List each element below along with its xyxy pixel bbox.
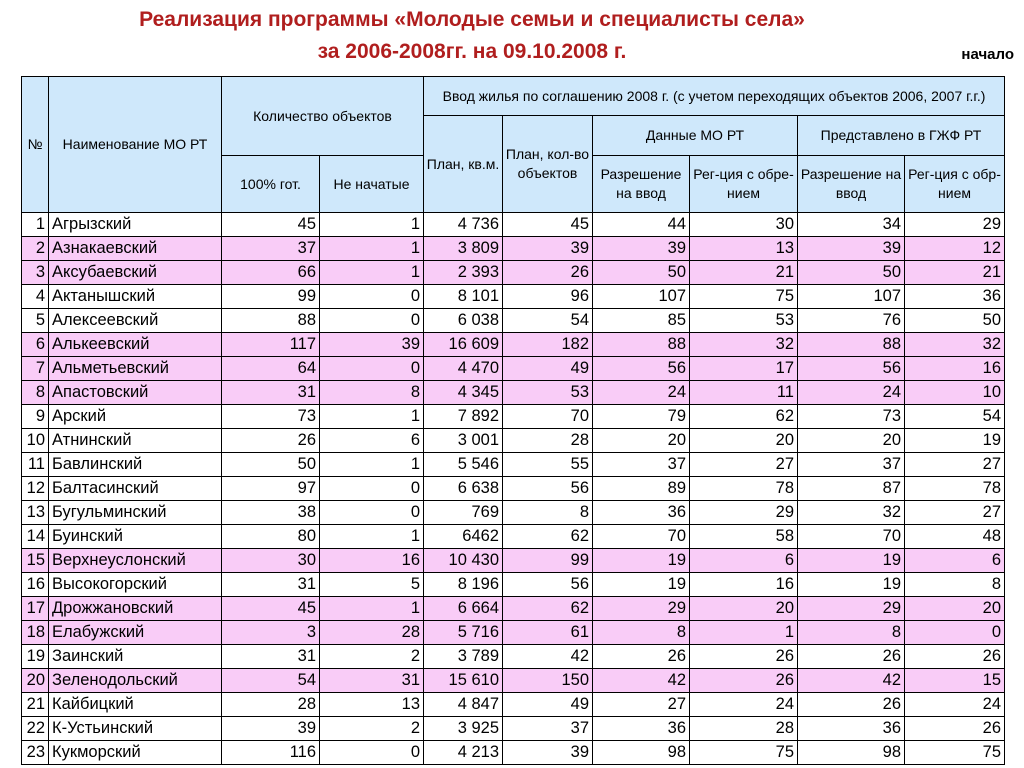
ready-count-cell: 39 — [222, 717, 320, 741]
plan-count-cell: 39 — [503, 237, 593, 261]
table-row — [22, 237, 1005, 261]
mo-registration-cell: 75 — [690, 741, 798, 765]
mo-permit-cell: 19 — [593, 573, 690, 597]
plan-count-cell: 37 — [503, 717, 593, 741]
not-started-count-cell: 0 — [320, 741, 424, 765]
plan-count-cell: 26 — [503, 261, 593, 285]
row-number-cell: 10 — [22, 429, 49, 453]
row-number-cell: 8 — [22, 381, 49, 405]
not-started-count-cell: 28 — [320, 621, 424, 645]
ready-count-cell: 31 — [222, 381, 320, 405]
plan-area-cell: 16 609 — [424, 333, 503, 357]
mo-registration-cell: 78 — [690, 477, 798, 501]
start-link[interactable]: начало — [961, 46, 1014, 63]
row-number-cell: 14 — [22, 525, 49, 549]
row-number-cell: 23 — [22, 741, 49, 765]
page-title: Реализация программы «Молодые семьи и специалисты села» — [139, 8, 805, 31]
fund-permit-cell: 98 — [798, 741, 905, 765]
row-number-cell: 13 — [22, 501, 49, 525]
ready-count-cell: 3 — [222, 621, 320, 645]
district-name-cell: Агрызский — [49, 213, 222, 237]
row-number-cell: 16 — [22, 573, 49, 597]
district-name-cell: Высокогорский — [49, 573, 222, 597]
fund-permit-cell: 37 — [798, 453, 905, 477]
plan-count-cell: 42 — [503, 645, 593, 669]
fund-registration-cell: 0 — [905, 621, 1005, 645]
mo-permit-cell: 27 — [593, 693, 690, 717]
table-row — [22, 645, 1005, 669]
table-row — [22, 285, 1005, 309]
fund-registration-cell: 50 — [905, 309, 1005, 333]
not-started-count-cell: 2 — [320, 717, 424, 741]
ready-count-cell: 50 — [222, 453, 320, 477]
mo-permit-cell: 85 — [593, 309, 690, 333]
row-number-cell: 17 — [22, 597, 49, 621]
table-row — [22, 213, 1005, 237]
plan-count-cell: 53 — [503, 381, 593, 405]
fund-permit-cell: 26 — [798, 645, 905, 669]
mo-registration-cell: 6 — [690, 549, 798, 573]
fund-permit-cell: 50 — [798, 261, 905, 285]
row-number-cell: 19 — [22, 645, 49, 669]
fund-registration-cell: 20 — [905, 597, 1005, 621]
fund-permit-cell: 19 — [798, 549, 905, 573]
mo-registration-cell: 27 — [690, 453, 798, 477]
mo-registration-cell: 26 — [690, 645, 798, 669]
table-row — [22, 669, 1005, 693]
not-started-count-cell: 1 — [320, 261, 424, 285]
header-mo-data: Данные МО РТ — [593, 116, 798, 156]
plan-area-cell: 6 038 — [424, 309, 503, 333]
plan-area-cell: 7 892 — [424, 405, 503, 429]
plan-count-cell: 54 — [503, 309, 593, 333]
mo-permit-cell: 37 — [593, 453, 690, 477]
fund-permit-cell: 24 — [798, 381, 905, 405]
ready-count-cell: 38 — [222, 501, 320, 525]
fund-registration-cell: 48 — [905, 525, 1005, 549]
ready-count-cell: 28 — [222, 693, 320, 717]
mo-registration-cell: 75 — [690, 285, 798, 309]
fund-registration-cell: 6 — [905, 549, 1005, 573]
district-name-cell: Зеленодольский — [49, 669, 222, 693]
table-row — [22, 597, 1005, 621]
table-row — [22, 477, 1005, 501]
table-row — [22, 261, 1005, 285]
district-name-cell: Бугульминский — [49, 501, 222, 525]
table-row — [22, 693, 1005, 717]
ready-count-cell: 66 — [222, 261, 320, 285]
plan-area-cell: 3 001 — [424, 429, 503, 453]
district-name-cell: Актанышский — [49, 285, 222, 309]
not-started-count-cell: 5 — [320, 573, 424, 597]
table-row — [22, 333, 1005, 357]
header-name: Наименование МО РТ — [49, 77, 222, 213]
fund-registration-cell: 21 — [905, 261, 1005, 285]
fund-registration-cell: 24 — [905, 693, 1005, 717]
plan-count-cell: 56 — [503, 477, 593, 501]
mo-registration-cell: 29 — [690, 501, 798, 525]
fund-registration-cell: 78 — [905, 477, 1005, 501]
header-ready: 100% гот. — [222, 156, 320, 213]
mo-registration-cell: 62 — [690, 405, 798, 429]
plan-count-cell: 182 — [503, 333, 593, 357]
district-name-cell: Альметьевский — [49, 357, 222, 381]
mo-registration-cell: 21 — [690, 261, 798, 285]
row-number-cell: 12 — [22, 477, 49, 501]
district-name-cell: Заинский — [49, 645, 222, 669]
district-name-cell: Кукморский — [49, 741, 222, 765]
district-name-cell: Алькеевский — [49, 333, 222, 357]
plan-area-cell: 5 716 — [424, 621, 503, 645]
plan-count-cell: 62 — [503, 525, 593, 549]
table-row — [22, 453, 1005, 477]
table-row — [22, 573, 1005, 597]
table-row — [22, 621, 1005, 645]
fund-permit-cell: 88 — [798, 333, 905, 357]
header-plan-area: План, кв.м. — [424, 116, 503, 213]
plan-area-cell: 6 664 — [424, 597, 503, 621]
plan-count-cell: 49 — [503, 693, 593, 717]
mo-registration-cell: 16 — [690, 573, 798, 597]
plan-count-cell: 49 — [503, 357, 593, 381]
table-row — [22, 381, 1005, 405]
fund-registration-cell: 8 — [905, 573, 1005, 597]
plan-area-cell: 8 196 — [424, 573, 503, 597]
mo-permit-cell: 26 — [593, 645, 690, 669]
fund-registration-cell: 54 — [905, 405, 1005, 429]
row-number-cell: 1 — [22, 213, 49, 237]
district-name-cell: Азнакаевский — [49, 237, 222, 261]
mo-permit-cell: 79 — [593, 405, 690, 429]
not-started-count-cell: 8 — [320, 381, 424, 405]
ready-count-cell: 88 — [222, 309, 320, 333]
fund-registration-cell: 16 — [905, 357, 1005, 381]
plan-area-cell: 4 736 — [424, 213, 503, 237]
mo-registration-cell: 20 — [690, 597, 798, 621]
fund-permit-cell: 32 — [798, 501, 905, 525]
plan-area-cell: 6 638 — [424, 477, 503, 501]
mo-registration-cell: 13 — [690, 237, 798, 261]
row-number-cell: 15 — [22, 549, 49, 573]
not-started-count-cell: 16 — [320, 549, 424, 573]
fund-permit-cell: 34 — [798, 213, 905, 237]
row-number-cell: 20 — [22, 669, 49, 693]
mo-registration-cell: 26 — [690, 669, 798, 693]
row-number-cell: 5 — [22, 309, 49, 333]
fund-permit-cell: 42 — [798, 669, 905, 693]
header-number: № — [22, 77, 49, 213]
mo-registration-cell: 32 — [690, 333, 798, 357]
ready-count-cell: 116 — [222, 741, 320, 765]
header-submitted: Представлено в ГЖФ РТ — [798, 116, 1005, 156]
mo-permit-cell: 36 — [593, 501, 690, 525]
plan-area-cell: 6462 — [424, 525, 503, 549]
table-row — [22, 405, 1005, 429]
mo-permit-cell: 70 — [593, 525, 690, 549]
fund-registration-cell: 12 — [905, 237, 1005, 261]
fund-registration-cell: 75 — [905, 741, 1005, 765]
ready-count-cell: 45 — [222, 597, 320, 621]
plan-count-cell: 45 — [503, 213, 593, 237]
page-subtitle: за 2006-2008гг. на 09.10.2008 г. — [317, 40, 627, 63]
mo-permit-cell: 20 — [593, 429, 690, 453]
mo-permit-cell: 36 — [593, 717, 690, 741]
ready-count-cell: 45 — [222, 213, 320, 237]
not-started-count-cell: 0 — [320, 477, 424, 501]
district-name-cell: Елабужский — [49, 621, 222, 645]
fund-permit-cell: 39 — [798, 237, 905, 261]
plan-area-cell: 5 546 — [424, 453, 503, 477]
district-name-cell: Алексеевский — [49, 309, 222, 333]
fund-permit-cell: 56 — [798, 357, 905, 381]
plan-count-cell: 99 — [503, 549, 593, 573]
district-name-cell: Дрожжановский — [49, 597, 222, 621]
mo-permit-cell: 8 — [593, 621, 690, 645]
ready-count-cell: 64 — [222, 357, 320, 381]
district-name-cell: К-Устьинский — [49, 717, 222, 741]
mo-permit-cell: 39 — [593, 237, 690, 261]
fund-registration-cell: 27 — [905, 453, 1005, 477]
header-plan-count: План, кол-во объектов — [503, 116, 593, 213]
mo-registration-cell: 58 — [690, 525, 798, 549]
district-name-cell: Аксубаевский — [49, 261, 222, 285]
plan-count-cell: 56 — [503, 573, 593, 597]
plan-area-cell: 3 789 — [424, 645, 503, 669]
not-started-count-cell: 0 — [320, 501, 424, 525]
table-row — [22, 309, 1005, 333]
table-row — [22, 741, 1005, 765]
fund-permit-cell: 87 — [798, 477, 905, 501]
not-started-count-cell: 1 — [320, 405, 424, 429]
district-name-cell: Балтасинский — [49, 477, 222, 501]
not-started-count-cell: 1 — [320, 597, 424, 621]
header-object-count: Количество объектов — [222, 77, 424, 156]
mo-permit-cell: 29 — [593, 597, 690, 621]
header-fund-registration: Рег-ция с обр-нием — [905, 156, 1005, 213]
mo-registration-cell: 17 — [690, 357, 798, 381]
not-started-count-cell: 0 — [320, 357, 424, 381]
table-row — [22, 717, 1005, 741]
fund-permit-cell: 26 — [798, 693, 905, 717]
fund-permit-cell: 73 — [798, 405, 905, 429]
row-number-cell: 18 — [22, 621, 49, 645]
row-number-cell: 9 — [22, 405, 49, 429]
mo-permit-cell: 42 — [593, 669, 690, 693]
district-name-cell: Верхнеуслонский — [49, 549, 222, 573]
table-row — [22, 525, 1005, 549]
fund-permit-cell: 20 — [798, 429, 905, 453]
ready-count-cell: 99 — [222, 285, 320, 309]
not-started-count-cell: 0 — [320, 285, 424, 309]
ready-count-cell: 117 — [222, 333, 320, 357]
ready-count-cell: 37 — [222, 237, 320, 261]
fund-registration-cell: 26 — [905, 645, 1005, 669]
plan-area-cell: 4 345 — [424, 381, 503, 405]
not-started-count-cell: 1 — [320, 453, 424, 477]
fund-registration-cell: 15 — [905, 669, 1005, 693]
district-name-cell: Апастовский — [49, 381, 222, 405]
mo-permit-cell: 44 — [593, 213, 690, 237]
plan-count-cell: 39 — [503, 741, 593, 765]
ready-count-cell: 26 — [222, 429, 320, 453]
fund-permit-cell: 76 — [798, 309, 905, 333]
plan-area-cell: 15 610 — [424, 669, 503, 693]
fund-registration-cell: 26 — [905, 717, 1005, 741]
not-started-count-cell: 1 — [320, 237, 424, 261]
mo-permit-cell: 24 — [593, 381, 690, 405]
plan-count-cell: 96 — [503, 285, 593, 309]
ready-count-cell: 80 — [222, 525, 320, 549]
ready-count-cell: 73 — [222, 405, 320, 429]
not-started-count-cell: 6 — [320, 429, 424, 453]
mo-permit-cell: 98 — [593, 741, 690, 765]
row-number-cell: 11 — [22, 453, 49, 477]
not-started-count-cell: 2 — [320, 645, 424, 669]
district-name-cell: Буинский — [49, 525, 222, 549]
fund-registration-cell: 19 — [905, 429, 1005, 453]
plan-area-cell: 10 430 — [424, 549, 503, 573]
mo-permit-cell: 19 — [593, 549, 690, 573]
mo-registration-cell: 20 — [690, 429, 798, 453]
mo-registration-cell: 11 — [690, 381, 798, 405]
fund-permit-cell: 19 — [798, 573, 905, 597]
not-started-count-cell: 13 — [320, 693, 424, 717]
fund-registration-cell: 36 — [905, 285, 1005, 309]
not-started-count-cell: 31 — [320, 669, 424, 693]
header-fund-permit: Разрешение на ввод — [798, 156, 905, 213]
plan-count-cell: 70 — [503, 405, 593, 429]
not-started-count-cell: 1 — [320, 525, 424, 549]
fund-permit-cell: 107 — [798, 285, 905, 309]
plan-count-cell: 28 — [503, 429, 593, 453]
fund-permit-cell: 8 — [798, 621, 905, 645]
fund-permit-cell: 36 — [798, 717, 905, 741]
fund-permit-cell: 29 — [798, 597, 905, 621]
district-name-cell: Кайбицкий — [49, 693, 222, 717]
plan-area-cell: 769 — [424, 501, 503, 525]
table-row — [22, 549, 1005, 573]
plan-count-cell: 55 — [503, 453, 593, 477]
fund-permit-cell: 70 — [798, 525, 905, 549]
ready-count-cell: 97 — [222, 477, 320, 501]
mo-permit-cell: 56 — [593, 357, 690, 381]
ready-count-cell: 54 — [222, 669, 320, 693]
mo-permit-cell: 50 — [593, 261, 690, 285]
row-number-cell: 4 — [22, 285, 49, 309]
mo-registration-cell: 1 — [690, 621, 798, 645]
ready-count-cell: 31 — [222, 573, 320, 597]
district-name-cell: Арский — [49, 405, 222, 429]
not-started-count-cell: 1 — [320, 213, 424, 237]
table-row — [22, 501, 1005, 525]
ready-count-cell: 30 — [222, 549, 320, 573]
row-number-cell: 6 — [22, 333, 49, 357]
plan-count-cell: 150 — [503, 669, 593, 693]
plan-area-cell: 3 809 — [424, 237, 503, 261]
plan-area-cell: 4 847 — [424, 693, 503, 717]
header-not-started: Не начатые — [320, 156, 424, 213]
mo-registration-cell: 30 — [690, 213, 798, 237]
row-number-cell: 21 — [22, 693, 49, 717]
plan-area-cell: 3 925 — [424, 717, 503, 741]
district-name-cell: Бавлинский — [49, 453, 222, 477]
mo-registration-cell: 28 — [690, 717, 798, 741]
ready-count-cell: 31 — [222, 645, 320, 669]
mo-registration-cell: 53 — [690, 309, 798, 333]
not-started-count-cell: 0 — [320, 309, 424, 333]
header-mo-registration: Рег-ция с обре-нием — [690, 156, 798, 213]
plan-area-cell: 4 213 — [424, 741, 503, 765]
row-number-cell: 3 — [22, 261, 49, 285]
mo-registration-cell: 24 — [690, 693, 798, 717]
row-number-cell: 2 — [22, 237, 49, 261]
fund-registration-cell: 10 — [905, 381, 1005, 405]
plan-area-cell: 8 101 — [424, 285, 503, 309]
housing-table — [21, 76, 1005, 765]
plan-count-cell: 62 — [503, 597, 593, 621]
mo-permit-cell: 89 — [593, 477, 690, 501]
table-row — [22, 357, 1005, 381]
row-number-cell: 7 — [22, 357, 49, 381]
fund-registration-cell: 32 — [905, 333, 1005, 357]
fund-registration-cell: 29 — [905, 213, 1005, 237]
district-name-cell: Атнинский — [49, 429, 222, 453]
plan-area-cell: 4 470 — [424, 357, 503, 381]
row-number-cell: 22 — [22, 717, 49, 741]
plan-count-cell: 61 — [503, 621, 593, 645]
not-started-count-cell: 39 — [320, 333, 424, 357]
fund-registration-cell: 27 — [905, 501, 1005, 525]
header-mo-permit: Разрешение на ввод — [593, 156, 690, 213]
plan-count-cell: 8 — [503, 501, 593, 525]
header-housing: Ввод жилья по соглашению 2008 г. (с учетом переходящих объектов 2006, 2007 г.г.) — [424, 77, 1005, 116]
mo-permit-cell: 107 — [593, 285, 690, 309]
table-row — [22, 429, 1005, 453]
plan-area-cell: 2 393 — [424, 261, 503, 285]
mo-permit-cell: 88 — [593, 333, 690, 357]
